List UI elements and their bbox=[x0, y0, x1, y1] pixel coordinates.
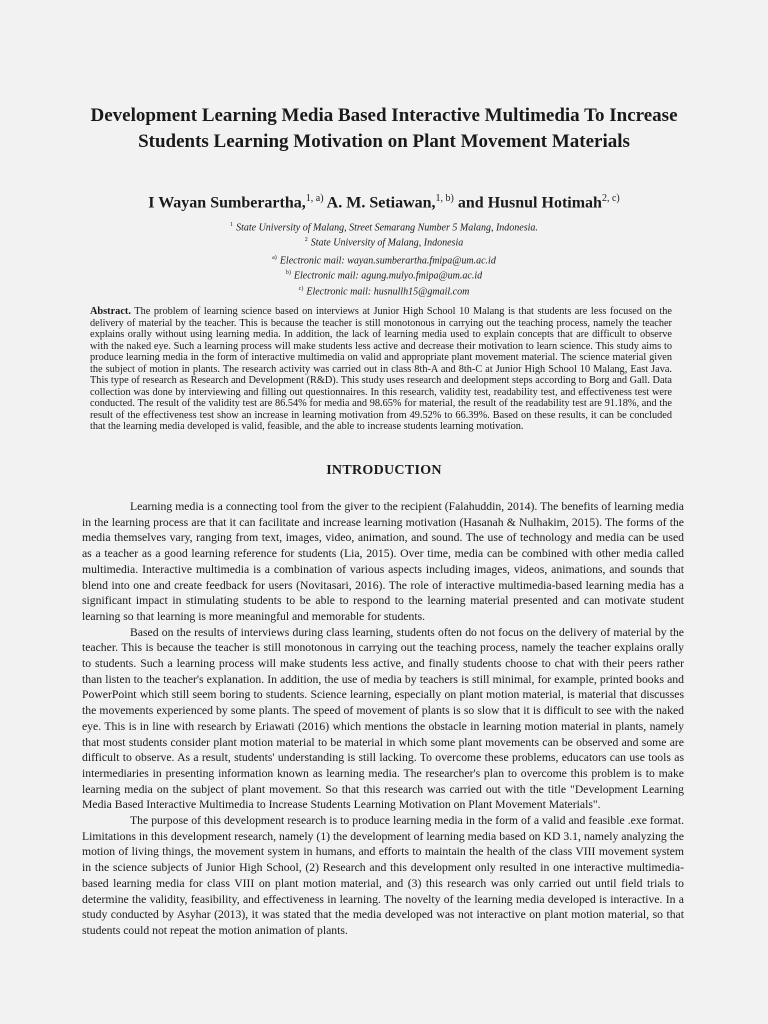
email-line bbox=[60, 255, 708, 266]
email-marker: a) bbox=[272, 255, 277, 261]
affiliation-line bbox=[60, 237, 708, 248]
affiliation-text: State University of Malang, Street Semarang Number 5 Malang, Indonesia. bbox=[236, 222, 538, 234]
paragraph: The purpose of this development research is to produce learning media in the form of a valid and feasible .exe format. Limitations in this development research, namely (1) the development of learning media based on KD 3.1, namely analyzing the motion of living things, the movement system in humans, and efforts to maintain the health of the class VIII movement system in the science subjects of Junior High School, (2) Research and this development only resulted in one interactive multimedia-based learning media for class VIII on plant motion material, and (3) this research was only carried out until field trials to determine the validity, feasibility, and effectiveness in learning. The novelty of the learning media developed is interactive. In a study conducted by Asyhar (2013), it was stated that the media developed was not interactive on plant motion material, so that students could not repeat the motion animation of plants. bbox=[82, 814, 684, 937]
author-affiliation-marker: 2, c) bbox=[601, 193, 620, 204]
abstract-label: Abstract. bbox=[90, 306, 131, 317]
email-text: Electronic mail: husnullh15@gmail.com bbox=[306, 286, 470, 298]
email-line bbox=[60, 286, 708, 297]
affiliation-text: State University of Malang, Indonesia bbox=[310, 237, 464, 249]
abstract bbox=[90, 306, 672, 433]
abstract-text: The problem of learning science based on interviews at Junior High School 10 Malang is that students are less focused on the delivery of material by the teacher. This is because the teacher is still monotonous in carrying out the teaching process, namely the teacher explains orally without using learning media. In addition, the lack of learning media used to explain concepts that are difficult to observe with the naked eye. Such a learning process will make students less active and decrease their motivation to learn science. This study aims to produce learning media in the form of interactive multimedia on valid and appropriate plant movement material. The science material given the subject of motion in plants. The research activity was carried out in class 8th-A and 8th-C at Junior High School 10 Malang, East Java. This type of research as Research and Development (R&D). This study uses research and deelopment steps according to Borg and Gall. Data collection was done by interviewing and filling out questionnaires. In this research, validity test, readability test, and effectiveness test were conducted. The result of the validity test are 86.54% for media and 98.65% for material, the result of the readability test are 91.18%, and the result of the effectiveness test show an increase in learning motivation from 49.52% to 66.39%. Based on these results, it can be concluded that the learning media developed is valid, feasible, and the able to increase students learning motivation. bbox=[90, 306, 672, 432]
email-marker: c) bbox=[298, 286, 304, 292]
affiliation-marker: 2 bbox=[304, 237, 308, 243]
paragraph: Learning media is a connecting tool from the giver to the recipient (Falahuddin, 2014). The benefits of learning media in the learning process are that it can facilitate and increase learning motivation (Hasanah & Nulhakim, 2015). The forms of the media themselves vary, ranging from text, images, video, animation, and sound. The use of technology and media can be used as a teacher as a good learning reference for students (Lia, 2015). Over time, media can be combined with other media called multimedia. Interactive multimedia is a combination of various aspects including images, videos, animations, and sounds that blend into one and create feedback for users (Novitasari, 2016). The role of interactive multimedia-based learning media has a significant impact in stimulating students to be able to respond to the learning material presented and can motivate student learning so that learning is more meaningful and memorable for students. bbox=[82, 500, 684, 623]
introduction-body bbox=[82, 499, 684, 939]
affiliation-marker: 1 bbox=[230, 222, 234, 228]
author-name: I Wayan Sumberartha, bbox=[148, 194, 306, 212]
email-text: Electronic mail: agung.mulyo.fmipa@um.ac.id bbox=[293, 270, 483, 282]
section-heading: INTRODUCTION bbox=[326, 463, 442, 478]
email-line bbox=[60, 270, 708, 281]
email-marker: b) bbox=[285, 270, 291, 276]
author-list bbox=[60, 193, 708, 212]
affiliation-line bbox=[60, 222, 708, 233]
paper-title: Development Learning Media Based Interactive Multimedia To Increase Students Learning Motivation on Plant Movement Materials bbox=[90, 105, 678, 152]
email-text: Electronic mail: wayan.sumberartha.fmipa@um.ac.id bbox=[279, 255, 496, 267]
author-affiliation-marker: 1, a) bbox=[305, 193, 324, 204]
author-name: A. M. Setiawan, bbox=[323, 194, 436, 212]
author-name: and Husnul Hotimah bbox=[453, 194, 602, 212]
paragraph: Based on the results of interviews during class learning, students often do not focus on the delivery of material by the teacher. This is because the teacher is still monotonous in carrying out the teaching process, namely the teacher explains orally to students. Such a learning process will make students less active, and finally students choose to chat with their peers rather than listen to the teacher's explanation. In addition, the use of media by teachers is still minimal, for example, printed books and PowerPoint which still seem boring to students. Science learning, especially on plant motion material, is material that discusses the movements experienced by some plants. The speed of movement of plants is so slow that it is difficult to see with the naked eye. This is in line with research by Eriawati (2016) which mentions the obstacle in learning motion material in plants, namely that most students consider plant motion material to be material in which some plant movements can be observed and some are difficult to observe. As a result, students' understanding is still lacking. To overcome these problems, educators can use tools as intermediaries in presenting information known as learning media. The researcher's plan to overcome this problem is to make learning media on the subject of plant movement. So that this research was carried out with the title "Development Learning Media Based Interactive Multimedia to Increase Students Learning Motivation on Plant Movement Materials". bbox=[82, 625, 684, 812]
author-affiliation-marker: 1, b) bbox=[435, 193, 454, 204]
